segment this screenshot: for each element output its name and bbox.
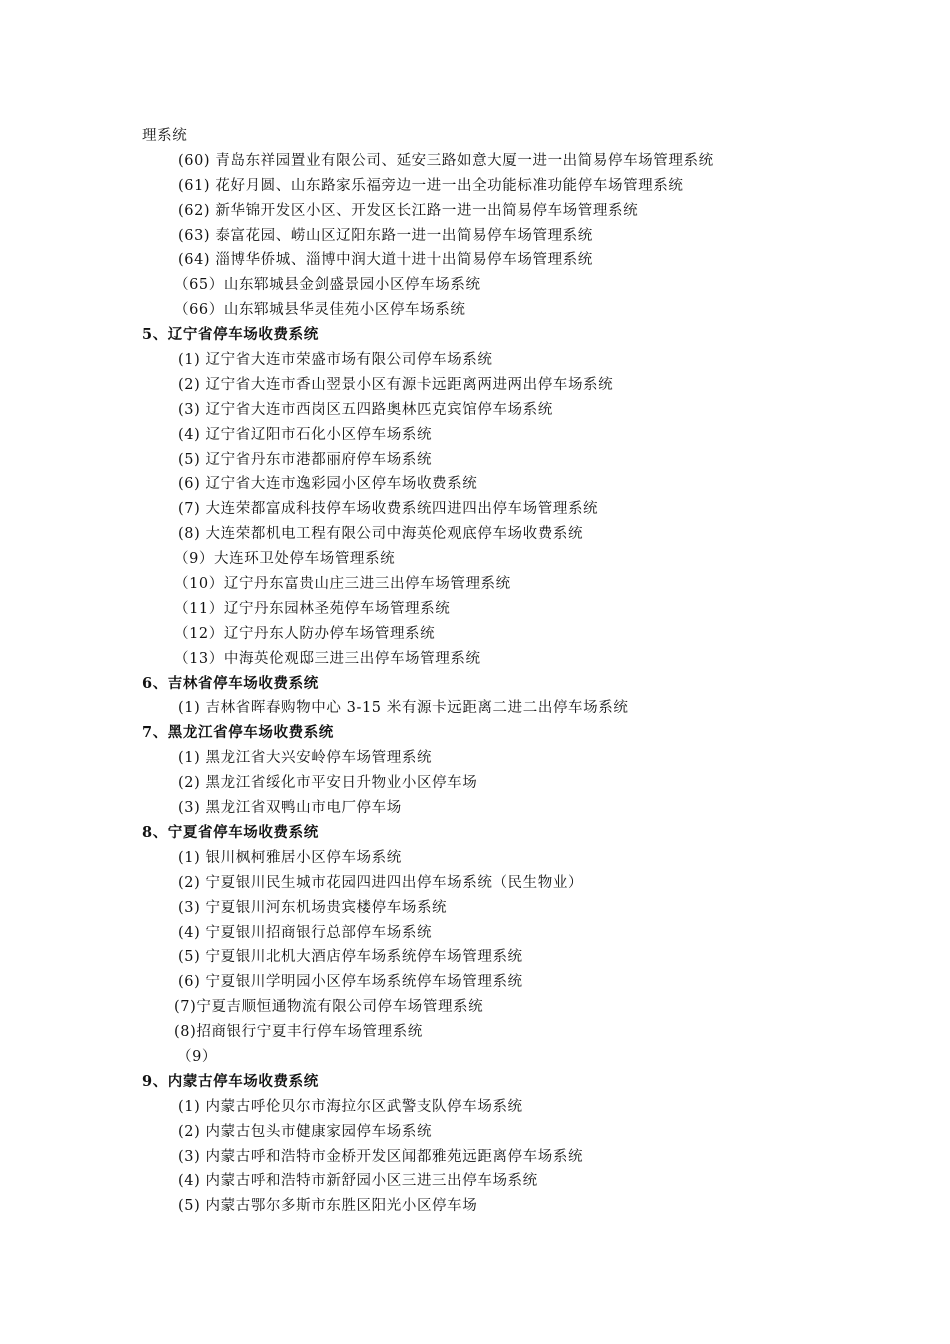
list-item: (62) 新华锦开发区小区、开发区长江路一进一出简易停车场管理系统 [178,202,639,219]
list-item: (2) 宁夏银川民生城市花园四进四出停车场系统（民生物业） [178,874,584,891]
section-ningxia [0,821,950,1070]
section-heilongjiang [0,721,950,821]
list-item: (3) 宁夏银川河东机场贵宾楼停车场系统 [178,899,448,916]
list-item: (6) 辽宁省大连市逸彩园小区停车场收费系统 [178,476,478,493]
continuation-text: 理系统 [142,128,188,144]
list-item: (4) 辽宁省辽阳市石化小区停车场系统 [178,426,433,443]
list-item: (1) 黑龙江省大兴安岭停车场管理系统 [178,750,433,767]
list-item: (3) 黑龙江省双鸭山市电厂停车场 [178,800,402,817]
list-item: (60) 青岛东祥园置业有限公司、延安三路如意大厦一进一出简易停车场管理系统 [178,152,714,169]
section-heading: 8、宁夏省停车场收费系统 [142,823,319,841]
section-shandong-continued [0,149,950,323]
list-item: (4) 内蒙古呼和浩特市新舒园小区三进三出停车场系统 [178,1173,538,1190]
list-item: (8)招商银行宁夏丰行停车场管理系统 [174,1024,423,1041]
section-jilin [0,672,950,722]
list-item: （9）大连环卫处停车场管理系统 [174,551,396,568]
section-liaoning [0,323,950,671]
list-item: (2) 黑龙江省绥化市平安日升物业小区停车场 [178,775,478,792]
list-item: (1) 辽宁省大连市荣盛市场有限公司停车场系统 [178,352,493,369]
list-item: (8) 大连荣都机电工程有限公司中海英伦观底停车场收费系统 [178,526,584,543]
list-item: (1) 内蒙古呼伦贝尔市海拉尔区武警支队停车场系统 [178,1098,523,1115]
section-inner-mongolia [0,1070,950,1219]
list-item: （10）辽宁丹东富贵山庄三进三出停车场管理系统 [174,576,511,593]
list-item: (63) 泰富花园、崂山区辽阳东路一进一出简易停车场管理系统 [178,227,593,244]
section-heading: 7、黑龙江省停车场收费系统 [142,724,334,742]
list-item: (64) 淄博华侨城、淄博中润大道十进十出简易停车场管理系统 [178,252,593,269]
list-item: （66）山东郓城县华灵佳苑小区停车场系统 [174,302,466,319]
list-item: (2) 辽宁省大连市香山翌景小区有源卡远距离两进两出停车场系统 [178,376,614,393]
list-item: （9） [177,1048,218,1065]
list-item: （12）辽宁丹东人防办停车场管理系统 [174,625,436,642]
list-item: (5) 宁夏银川北机大酒店停车场系统停车场管理系统 [178,949,523,966]
list-item: (3) 辽宁省大连市西岗区五四路奥林匹克宾馆停车场系统 [178,401,553,418]
list-item: (61) 花好月圆、山东路家乐福旁边一进一出全功能标准功能停车场管理系统 [178,177,684,194]
section-heading: 9、内蒙古停车场收费系统 [142,1072,319,1090]
list-item: (1) 吉林省晖春购物中心 3-15 米有源卡远距离二进二出停车场系统 [178,700,629,717]
list-item: (3) 内蒙古呼和浩特市金桥开发区闻都雅苑远距离停车场系统 [178,1148,584,1165]
list-item: （11）辽宁丹东园林圣苑停车场管理系统 [174,600,451,617]
list-item: (2) 内蒙古包头市健康家园停车场系统 [178,1123,433,1140]
list-item: （65）山东郓城县金剑盛景园小区停车场系统 [174,277,481,294]
list-item: (6) 宁夏银川学明园小区停车场系统停车场管理系统 [178,974,523,991]
list-item: (4) 宁夏银川招商银行总部停车场系统 [178,924,433,941]
section-heading: 6、吉林省停车场收费系统 [142,674,319,692]
list-item: (7) 大连荣都富成科技停车场收费系统四进四出停车场管理系统 [178,501,599,518]
list-item: (7)宁夏吉顺恒通物流有限公司停车场管理系统 [174,999,484,1016]
list-item: (5) 内蒙古鄂尔多斯市东胜区阳光小区停车场 [178,1198,478,1215]
section-heading: 5、辽宁省停车场收费系统 [142,326,319,344]
document-page [0,124,950,1219]
list-item: (5) 辽宁省丹东市港都丽府停车场系统 [178,451,433,468]
list-item: （13）中海英伦观邸三进三出停车场管理系统 [174,650,481,667]
list-item: (1) 银川枫柯雅居小区停车场系统 [178,849,402,866]
